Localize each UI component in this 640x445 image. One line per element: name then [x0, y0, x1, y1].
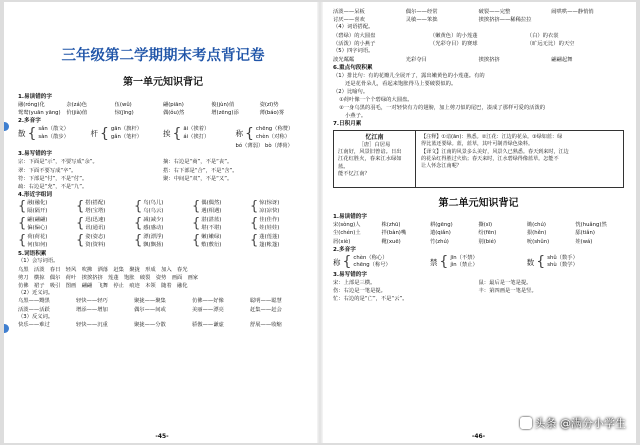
antonym-pair: 挨挨挤挤——稀稀拉拉 [478, 17, 532, 24]
word: 湛(湛蓝) [201, 217, 222, 224]
word: 尘(chén)土 [333, 230, 361, 237]
sentence: ①荷叶像一个个碧绿的大圆盘。 [339, 97, 413, 104]
reading: sǎn（散文） [38, 126, 69, 133]
word: 翩(piān) [162, 102, 184, 108]
word: 鸳鸯(yuān yāng) [18, 110, 61, 117]
word: 飘(飘扬) [143, 242, 164, 249]
note: 宗：下面是“示”，不要写成“余”。 [18, 159, 98, 166]
similar-char-grid [18, 199, 308, 250]
word: 屑(xiè) [333, 238, 351, 245]
pair-words [201, 199, 221, 215]
brace-icon: { [100, 125, 109, 142]
section-heading: 3.易写错的字 [333, 271, 367, 278]
word: 鸟(鸟儿) [143, 200, 164, 207]
reading: bó（薄弱） [235, 143, 264, 150]
binding-hole [4, 324, 9, 333]
note [163, 183, 308, 191]
word: 姿(姿态) [85, 234, 106, 241]
pair-words [27, 216, 47, 232]
section-heading: 1.易读错的字 [333, 214, 367, 221]
four-char-row [333, 56, 624, 64]
antonym-pair: 讨厌——喜欢 [333, 17, 365, 24]
note: 搭：右下部是“合”，不是“含”。 [163, 167, 238, 174]
antonym-pair: 舒展——收缩 [250, 322, 282, 329]
word: 惊(惊讶) [259, 200, 280, 207]
pair-words [143, 233, 163, 249]
antonym-row [333, 16, 624, 24]
synonym-pair: 聚拢——聚集 [134, 298, 166, 305]
note: 疏：右边是“充”，不是“九”。 [18, 184, 88, 191]
readings [450, 255, 478, 270]
reading: chēng（称赞） [255, 126, 294, 133]
polyphone-extra [18, 142, 308, 150]
word-row [333, 229, 624, 237]
word: 敷(敷衍) [201, 242, 222, 249]
brace-icon: { [250, 216, 259, 232]
section-heading: 6.重点句段积累 [333, 65, 373, 72]
word: 嫩(嫩绿) [201, 234, 222, 241]
char: 散 [18, 129, 26, 139]
word: 增(zēng)添 [211, 110, 239, 117]
synonym-pair: 增添——增加 [76, 306, 108, 313]
word: 篷(帐篷) [259, 242, 280, 249]
collocation: （光彩夺目）的赛球 [429, 41, 478, 48]
similar-char-pair [76, 233, 134, 249]
four-char-word: 波光粼粼 [333, 57, 355, 63]
word: 翩(翩翩) [27, 217, 48, 224]
word: 偶(偶然) [201, 200, 222, 207]
word-row [18, 109, 308, 117]
word: 别(bié) [478, 238, 496, 245]
vocab-line: 剪刀 横掠 偶尔 荷叶 挨挨挤挤 莲蓬 饱胀 破裂 姿势 画面 画家 [18, 274, 199, 281]
page-left [4, 2, 320, 443]
reading: shǔ（数手） [547, 254, 578, 261]
synonym-pair: 乌黑——黝黑 [18, 298, 50, 305]
pair-words [27, 233, 47, 249]
word: 搭(搭配) [85, 200, 106, 207]
brace-icon: { [250, 199, 259, 215]
word: 撕(sī) [478, 222, 493, 229]
poem-notes [416, 131, 623, 187]
note: 鼠：最后是一笔是提。 [478, 279, 532, 286]
similar-char-pair [18, 233, 76, 249]
note: 伤：右边是一笔是提。 [333, 287, 386, 294]
word: 佳(佳作) [259, 217, 280, 224]
section-heading: 3.易写错的字 [18, 151, 52, 158]
word: 惊(jīng) [114, 110, 134, 117]
unit-title: 第一单元知识背记 [123, 77, 203, 88]
section-heading: 7.日积月累 [333, 121, 362, 128]
polyphone [527, 255, 624, 270]
collocation: （白）的衣裳 [526, 33, 559, 39]
word: 乌(乌云) [143, 208, 164, 215]
word: 迅(迅速) [85, 217, 106, 224]
word: 荷(荷花) [27, 234, 48, 241]
similar-char-pair [18, 199, 76, 215]
collocation-row [333, 32, 624, 40]
brace-icon: { [18, 233, 27, 249]
polyphone [163, 126, 236, 141]
sentence: 还是花骨朵儿，看起来饱胀得马上要破裂似的。 [345, 81, 457, 88]
similar-char-pair [250, 199, 308, 215]
word: 姿(zī)势 [259, 102, 279, 108]
note: 符：下部是“付”，不是“付”。 [18, 175, 88, 182]
note-row [333, 279, 624, 287]
pair-words [85, 199, 105, 215]
polyphone [430, 255, 527, 270]
poem-box [333, 130, 624, 188]
note-row [18, 183, 308, 191]
sub-heading: （5）四字词语。 [333, 48, 374, 55]
synonym-pair: 聪明——聪慧 [250, 298, 282, 305]
word: 何(如何) [27, 242, 48, 249]
pair-words [259, 199, 279, 215]
pair-words [201, 216, 221, 232]
word: 伍(wǔ) [114, 102, 132, 108]
word: 堪(不堪) [201, 225, 222, 232]
antonym-pair: 聚拢——分散 [134, 322, 166, 329]
note-row [333, 295, 624, 303]
antonym-pair: 骄傲——谦虚 [192, 322, 224, 329]
similar-char-pair [192, 216, 250, 232]
poem-author: ［唐］白居易 [358, 141, 391, 148]
polyphone-row [18, 126, 308, 141]
four-char-word: 挨挨挤挤 [478, 57, 500, 63]
char: 称 [333, 257, 341, 267]
brace-icon: { [134, 233, 143, 249]
polyphone-row [333, 255, 624, 270]
four-char-word: 光彩夺目 [405, 57, 427, 63]
word-row [333, 221, 624, 229]
note-line: 让人怀念江南呢？ [421, 163, 462, 170]
word: 讯(通讯) [85, 225, 106, 232]
watermark-text: 头条 @满分小学生 [534, 417, 626, 430]
brace-icon: { [76, 216, 85, 232]
word: 漂(漂浮) [143, 234, 164, 241]
word: 塔(宝塔) [85, 208, 106, 215]
word: 娃(娃娃) [259, 225, 280, 232]
word: 减(减少) [143, 217, 164, 224]
synonym-pair: 偶尔——间或 [134, 306, 166, 313]
note-line: 得比蓝还要绿。蓝，蓝草，其叶可制青绿色染料。 [421, 141, 534, 148]
brace-icon: { [18, 216, 27, 232]
four-char-word: 翩翩起舞 [551, 57, 573, 63]
word: 纷(fēn) [478, 230, 497, 237]
word: 锄(chú) [526, 222, 546, 229]
similar-char-pair [250, 233, 308, 249]
char: 挨 [163, 129, 171, 139]
word: 偏(偏心) [27, 225, 48, 232]
sentence: （2）比喻句。 [333, 89, 369, 96]
antonym-pair: 闹哄哄——静悄悄 [551, 9, 594, 15]
antonym-pair: 轻快——沉重 [76, 322, 108, 329]
char: 禁 [429, 257, 438, 267]
word: 感(感动) [143, 225, 164, 232]
section-heading: 5.词语积累 [18, 251, 47, 258]
word: 株(zhū) [381, 222, 401, 229]
collocation: （碧绿）的大圆盘 [333, 33, 376, 39]
reading: ái（挨打） [183, 133, 210, 140]
page-number: -45- [155, 433, 169, 440]
word: 杂(zá)色 [66, 102, 88, 108]
reading: shù（数学） [547, 262, 578, 269]
word: 吮(shǔn) [526, 238, 550, 245]
brace-icon: { [536, 254, 546, 271]
polyphone [236, 126, 309, 141]
watermark [520, 415, 627, 431]
reading: gān（旗杆） [110, 126, 143, 133]
note: 摘：右边是“商”，不是“丧”。 [163, 159, 233, 166]
antonym-pair: 破裂——完整 [478, 9, 511, 15]
word: 娃(wá) [575, 238, 593, 245]
readings [353, 255, 390, 270]
vocab-line: 乌黑 活泼 春日 轻风 吹拂 洒落 赶集 聚拢 形成 加入 春光 [18, 266, 188, 273]
similar-char-pair [192, 199, 250, 215]
antonym-row [333, 8, 624, 16]
antonym-pair: 灵敏——笨拙 [405, 17, 438, 24]
poem-title: 忆江南 [365, 134, 384, 142]
reading: chēng（称号） [353, 262, 391, 269]
pair-words [143, 216, 163, 232]
pair-words [85, 233, 105, 249]
note-row [18, 175, 308, 183]
poem [334, 131, 416, 187]
readings [547, 255, 578, 270]
pair-words [85, 216, 105, 232]
word: 拌(bàn)嘴 [381, 230, 407, 237]
similar-char-pair [250, 216, 308, 232]
reading: chèn（称心） [353, 254, 388, 261]
book-spread [4, 2, 636, 443]
pair-words [27, 199, 47, 215]
sub-heading: （4）词语搭配。 [333, 24, 374, 31]
char: 数 [526, 257, 535, 267]
brace-icon: { [439, 254, 449, 271]
brace-icon: { [18, 199, 27, 215]
reading: bò（薄荷） [264, 143, 293, 150]
collocation-row [333, 40, 624, 48]
brace-icon: { [27, 125, 37, 142]
polyphone [91, 126, 164, 141]
antonym-pair: 快乐——难过 [18, 322, 50, 329]
brace-icon: { [250, 233, 259, 249]
word: 融(róng)化 [18, 102, 45, 108]
watermark-logo-icon [520, 417, 532, 429]
note-line: 的花朵红得胜过火焰；春天来时，江水碧绿得像蓝草。怎能不 [421, 155, 559, 162]
poem-line: 能不忆江南？ [338, 171, 370, 178]
page-number: -46- [471, 433, 486, 440]
pair-words [201, 233, 221, 249]
note [479, 295, 625, 303]
synonym-row [18, 306, 308, 314]
section-heading: 4.形近字组词 [18, 192, 52, 199]
similar-char-pair [192, 233, 250, 249]
word: 靴(xuē) [381, 238, 401, 245]
synonym-pair: 活泼——活跃 [18, 306, 50, 313]
note: 宋：上部是三横。 [333, 279, 376, 286]
word: 遇(相遇) [201, 208, 222, 215]
brace-icon: { [76, 199, 85, 215]
word: 狠(hěn) [526, 230, 547, 237]
similar-char-pair [134, 216, 192, 232]
similar-char-pair [134, 199, 192, 215]
note: 丰：第四画是一笔是竖。 [478, 287, 537, 294]
brace-icon: { [342, 254, 352, 271]
vocab-line: 仿佛 裙子 吸引 图画 翩翩 飞舞 停止 痕迹 本领 随着 融化 [18, 282, 188, 289]
word: 俊(jùn)俏 [211, 102, 235, 108]
section-heading: 2.多音字 [333, 246, 356, 253]
char: 称 [235, 129, 243, 139]
word: 融(融化) [27, 200, 48, 207]
poem-line: 江南好，风景旧曾谙。日出 [338, 149, 402, 156]
collocation: （旷远无比）的天空 [526, 41, 575, 48]
synonym-pair: 仿佛——好像 [192, 298, 224, 305]
word-row [333, 238, 624, 246]
reading: chèn（对称） [255, 133, 290, 140]
word: 价(jià)值 [66, 110, 88, 117]
word: 凉(凉快) [259, 208, 280, 215]
brace-icon: { [192, 216, 201, 232]
word: 遣(qiǎn) [429, 230, 451, 237]
note-line: 【译文】江南的风景多么美好，风景久已熟悉。春天到来时，江边 [421, 148, 569, 155]
note: 忙：右边的是“亡”，不是“云”。 [333, 296, 408, 303]
reading: sàn（散步） [38, 133, 69, 140]
word: 宋(sòng)人 [333, 222, 361, 229]
similar-char-pair [18, 216, 76, 232]
note: 聚：中间是“双”，不是“又”。 [163, 175, 233, 182]
brace-icon: { [192, 233, 201, 249]
reading: jìn（禁止） [450, 262, 478, 269]
pair-words [143, 199, 163, 215]
note-row [333, 287, 624, 295]
word: 耕(gēng) [429, 222, 453, 229]
word: 偶(ǒu)然 [162, 110, 185, 117]
char: 杆 [90, 129, 98, 139]
sentence: ②一身乌黑的羽毛，一对轻快有力的翅膀，加上剪刀似的尾巴，凑成了那样可爱的活泼的 [339, 105, 546, 112]
reading: gǎn（笔杆） [110, 133, 143, 140]
word-row [18, 101, 308, 109]
sub-heading: （3）反义词。 [18, 313, 54, 320]
word: 竹(zhú) [429, 238, 449, 245]
word: 蓬(莲蓬) [259, 234, 280, 241]
word: 恍(huǎng)然 [575, 222, 607, 229]
brace-icon: { [76, 233, 85, 249]
note-line: 【注释】①谙(ān)：熟悉。②江花：江边的花朵。③绿如蓝：绿 [421, 134, 563, 141]
polyphone [18, 126, 91, 141]
note-row [18, 167, 308, 175]
antonym-pair: 偶尔——经常 [405, 9, 438, 15]
word: 舔(tiǎn) [575, 230, 595, 237]
word: 薄(báo)雾 [259, 110, 285, 117]
synonym-row [18, 297, 308, 305]
brace-icon: { [192, 199, 201, 215]
sentence: 小燕子。 [345, 113, 367, 120]
antonym-row [18, 321, 308, 329]
polyphone [333, 255, 430, 270]
similar-char-pair [134, 233, 192, 249]
sub-heading: （1）会写词语。 [18, 258, 59, 265]
brace-icon: { [134, 199, 143, 215]
note-row [18, 158, 308, 166]
synonym-pair: 轻快——轻巧 [76, 298, 108, 305]
word: 隔(隔开) [27, 208, 48, 215]
page-right [320, 2, 636, 443]
binding-hole [4, 122, 9, 131]
similar-char-pair [76, 199, 134, 215]
page-title: 三年级第二学期期末考点背记卷 [61, 47, 265, 64]
sentence: （1）排比句：有的花瓣儿全展开了，露出嫩黄色的小莲蓬。有的 [333, 73, 485, 80]
reading: āi（挨着） [183, 126, 210, 133]
brace-icon: { [134, 216, 143, 232]
pair-words [259, 216, 279, 232]
antonym-pair: 活泼——呆板 [333, 9, 365, 15]
synonym-pair: 赶集——赶会 [250, 306, 282, 313]
brace-icon: { [245, 125, 254, 142]
antonym-pair [551, 16, 624, 24]
synonym-pair: 美丽——漂亮 [192, 306, 224, 313]
word: 资(资料) [85, 242, 106, 249]
collocation: （嫩黄色）的小莲蓬 [429, 33, 478, 39]
pair-words [259, 233, 279, 249]
note: 翠：下面不要写成“卒”。 [18, 167, 77, 174]
brace-icon: { [172, 125, 182, 142]
poem-line: 江花红胜火，春来江水绿如蓝。 [338, 156, 402, 170]
unit-title: 第二单元知识背记 [438, 198, 519, 210]
reading: jīn（不禁） [450, 254, 478, 261]
similar-char-pair [76, 216, 134, 232]
section-heading: 2.多音字 [18, 118, 41, 125]
sub-heading: （2）近义词。 [18, 289, 54, 296]
section-heading: 1.易读错的字 [18, 94, 52, 100]
collocation: （活泼）的小燕子 [333, 41, 376, 48]
